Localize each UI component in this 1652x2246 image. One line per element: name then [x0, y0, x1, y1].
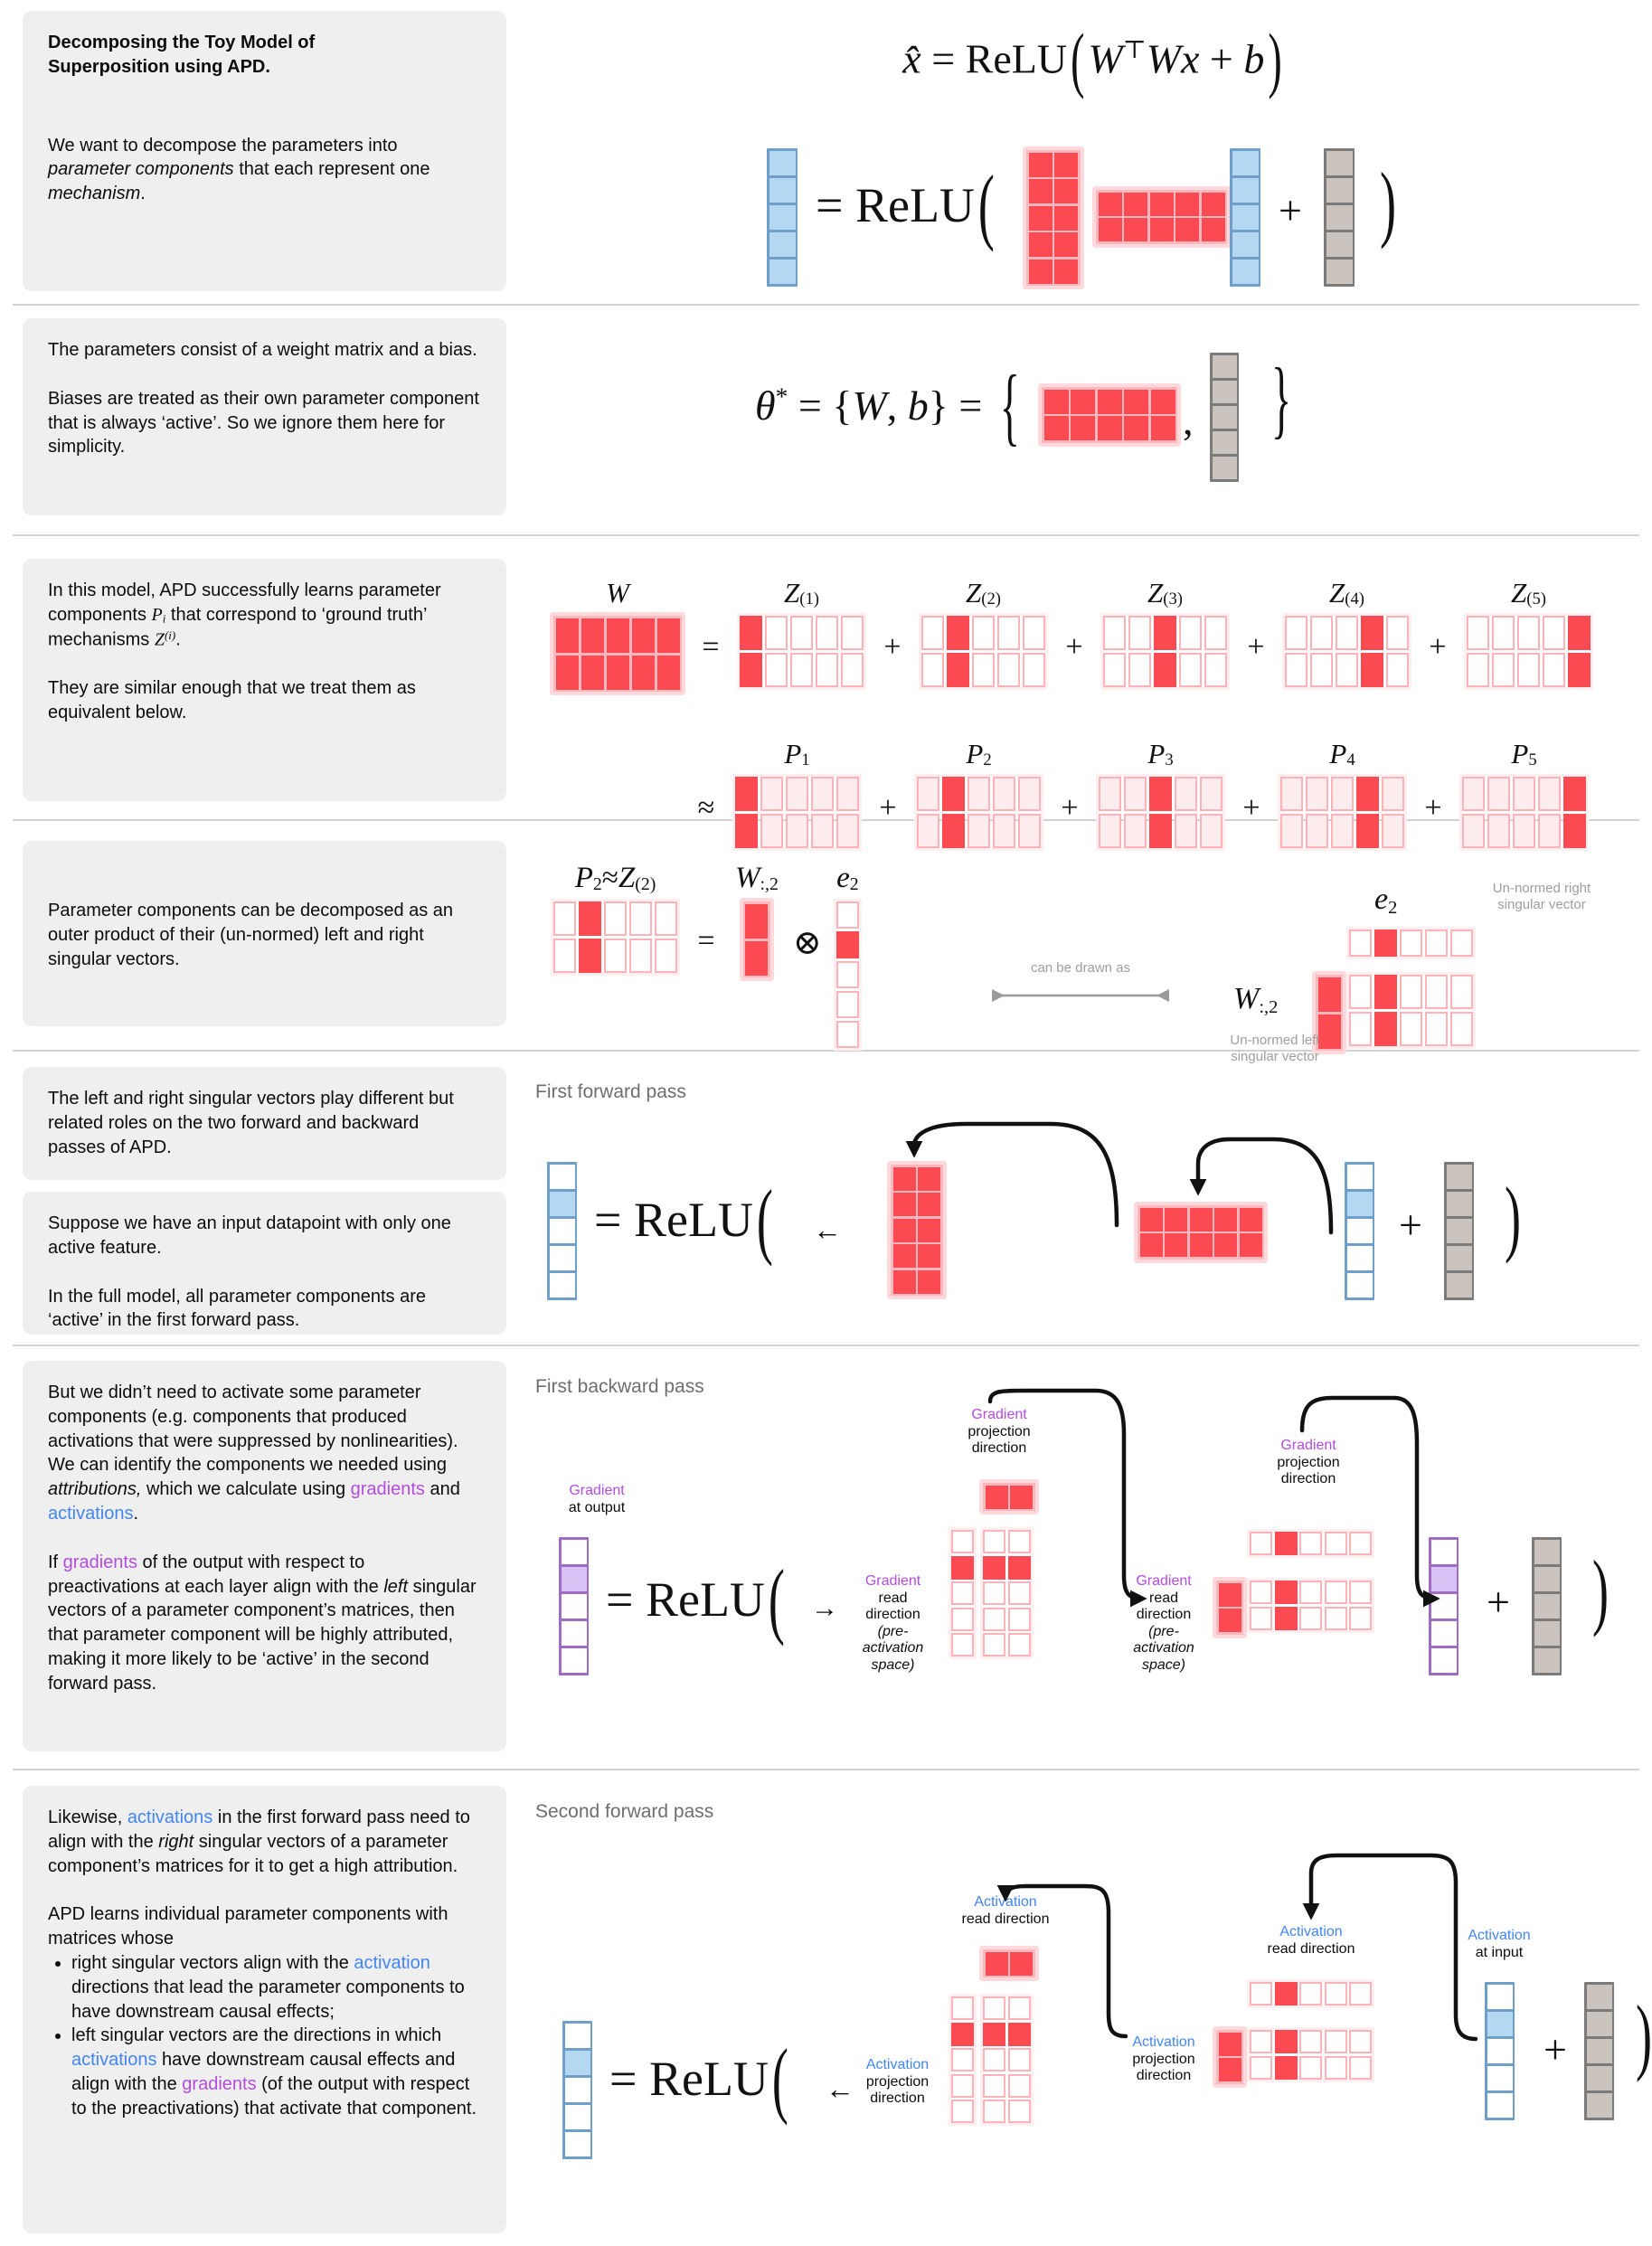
- e2-label: e 2: [836, 862, 859, 894]
- learns-paragraph-2: They are similar enough that we treat them as equivalent below.: [48, 677, 416, 722]
- likewise-paragraph: Likewise, activations in the first forward pass need to align with the right singular vectors of a parameter component’s matrices for it to get a high attribution.: [48, 1807, 470, 1876]
- gradient-projection-direction-label-1: Gradient projection direction: [968, 1407, 1031, 1457]
- plus-sign: +: [1429, 630, 1447, 664]
- z3-matrix: [1103, 616, 1227, 687]
- flow-right-arrow: →: [811, 1593, 838, 1623]
- equals-sign: =: [702, 630, 720, 664]
- w-col2-label: W :,2: [735, 862, 779, 894]
- forward-flow-arrows: [850, 1081, 1429, 1275]
- p1-matrix: [735, 777, 859, 848]
- intro-paragraph: We want to decompose the parameters into parameter components that each represent one mechanism.: [48, 135, 430, 204]
- p1-label: P 1: [784, 738, 810, 769]
- relu-open: = ReLU(: [609, 2031, 788, 2127]
- e2-label-right: e2: [1374, 882, 1398, 919]
- backward-flow-arrows: [958, 1383, 1483, 1614]
- bullet-right-singular: • right singular vectors align with the activation directions that lead the parameter components to have downstream causal effects;: [71, 1951, 481, 2024]
- plus-sign: +: [1061, 791, 1079, 825]
- params-paragraph-2: Biases are treated as their own parameter component that is always ‘active’. So we ignore them here for simplicity.: [48, 388, 479, 458]
- p2-matrix: [917, 777, 1041, 848]
- z1-group: [740, 562, 864, 687]
- divider: [13, 1345, 1639, 1346]
- p5-matrix: [1462, 777, 1586, 848]
- roles-paragraph: The left and right singular vectors play different but related roles on the two forward and backward passes of APD.: [48, 1089, 454, 1157]
- z4-group: [1285, 562, 1409, 687]
- relu-open: = ReLU(: [816, 157, 995, 253]
- unnormed-left-label: Un-normed left singular vector: [1230, 1033, 1320, 1064]
- p2-approx-z2-label: P 2 ≈ Z (2): [574, 862, 656, 894]
- roles-text-panel: [23, 1067, 506, 1180]
- plus-sign: +: [1487, 1579, 1510, 1625]
- p3-label: P 3: [1147, 738, 1174, 769]
- p2-label: P 2: [966, 738, 992, 769]
- p-decomposition-row: [553, 723, 1586, 848]
- relu-close: ): [1636, 1987, 1652, 2083]
- z5-label: Z (5): [1511, 577, 1546, 609]
- p4-matrix: [1280, 777, 1404, 848]
- activation-projection-direction-label-1: Activation projection direction: [865, 2057, 930, 2107]
- p4-label: P 4: [1329, 738, 1355, 769]
- learns-text-panel: [23, 559, 506, 801]
- unnormed-right-label: Un-normed right singular vector: [1492, 881, 1591, 912]
- e2-row-vector: [1349, 930, 1473, 957]
- second-pass-text-panel: [23, 1786, 506, 2233]
- relu-open: = ReLU(: [606, 1552, 785, 1647]
- bias-vector: [1444, 1162, 1474, 1300]
- approx-sign: ≈: [697, 791, 715, 825]
- theta-formula: θ* = {W, b} = {: [755, 356, 1020, 455]
- activation-at-input-label: Activation at input: [1468, 1928, 1531, 1960]
- params-text-panel: [23, 318, 506, 515]
- xhat-vector: [767, 148, 798, 287]
- plus-sign: +: [1242, 791, 1260, 825]
- apd-learns-lead: APD learns individual parameter components with matrices whose: [48, 1904, 448, 1949]
- first-forward-pass-caption: First forward pass: [535, 1081, 686, 1102]
- z4-label: Z (4): [1329, 577, 1364, 609]
- datapoint-paragraph-1: Suppose we have an input datapoint with only one active feature.: [48, 1213, 451, 1258]
- outer-product-matrix: [1349, 975, 1473, 1046]
- learns-paragraph-1: In this model, APD successfully learns parameter components Pi that correspond to ‘ground truth’ mechanisms $Z^{(i)}$.: [48, 580, 441, 650]
- bias-vector: [1532, 1537, 1562, 1675]
- outer-product-text-panel: [23, 841, 506, 1026]
- divider: [13, 1050, 1639, 1052]
- datapoint-text-panel: [23, 1192, 506, 1335]
- p4-group: [1280, 723, 1404, 848]
- z1-matrix: [740, 616, 864, 687]
- plus-sign: +: [883, 630, 902, 664]
- outer-product-equation: [553, 850, 859, 1048]
- attributions-text-panel: [23, 1361, 506, 1751]
- comma: ,: [1183, 397, 1194, 443]
- flow-left-arrow: ←: [813, 1213, 842, 1246]
- p1-group: [735, 723, 859, 848]
- bias-vector: [1324, 148, 1355, 287]
- p5-group: [1462, 723, 1586, 848]
- output-vector: [562, 2021, 592, 2159]
- bias-vector-theta: [1210, 353, 1239, 482]
- datapoint-paragraph-2: In the full model, all parameter components are ‘active’ in the first forward pass.: [48, 1286, 426, 1331]
- p2z2-group: [553, 850, 677, 973]
- flow-left-arrow: ←: [826, 2072, 854, 2105]
- z5-matrix: [1467, 616, 1591, 687]
- x-vector: [1230, 148, 1260, 287]
- bullet-left-singular: • left singular vectors are the directions in which activations have downstream causal effects and align with the gradients (of the output with respect to the preactivations) that activate that component.: [71, 2024, 481, 2120]
- e2-group: [836, 850, 859, 1048]
- second-forward-flow-arrows: [931, 1826, 1492, 2053]
- outer-product-paragraph: Parameter components can be decomposed as an outer product of their (un-normed) left and right singular vectors.: [48, 901, 454, 969]
- plus-sign: +: [1424, 791, 1442, 825]
- divider: [13, 304, 1639, 306]
- e2-vector: [836, 901, 859, 1048]
- wcol-group: [735, 850, 779, 977]
- intro-text-panel: [23, 11, 506, 291]
- plus-sign: +: [1247, 630, 1265, 664]
- plus-sign: +: [1065, 630, 1083, 664]
- z5-group: [1467, 562, 1591, 687]
- w-matrix-small: [553, 616, 682, 692]
- p2-group: [917, 723, 1041, 848]
- gradient-projection-direction-label-2: Gradient projection direction: [1277, 1438, 1340, 1487]
- section-title: Decomposing the Toy Model of Superposition using APD.: [48, 33, 316, 77]
- apd-learns-bullets: [48, 1951, 481, 2121]
- plus-sign: +: [879, 791, 897, 825]
- closing-brace: }: [1271, 349, 1292, 448]
- gradient-read-direction-label-1: Gradient read direction (pre- activation space): [862, 1573, 924, 1673]
- relu-open: = ReLU(: [594, 1172, 773, 1268]
- relu-close: ): [1505, 1169, 1521, 1265]
- activation-projection-direction-label-2: Activation projection direction: [1132, 2034, 1195, 2084]
- z2-label: Z (2): [966, 577, 1001, 609]
- gradient-read-direction-label-2: Gradient read direction (pre- activation space): [1133, 1573, 1194, 1673]
- second-forward-pass-caption: Second forward pass: [535, 1801, 714, 1822]
- wt-matrix: [1026, 150, 1081, 286]
- p3-matrix: [1099, 777, 1222, 848]
- model-equation: x̂ = ReLU(W⊤Wx + b): [902, 18, 1282, 99]
- plus-sign: +: [1543, 2026, 1567, 2072]
- w-col2-label-right: W:,2: [1233, 982, 1279, 1018]
- attributions-paragraph-1: But we didn’t need to activate some parameter components (e.g. components that produced activations that were suppressed by nonlinearities). We can identify the components we needed using attributions, which we calculate using gradients and activations.: [48, 1383, 460, 1524]
- relu-close: ): [1380, 155, 1396, 250]
- z2-matrix: [921, 616, 1045, 687]
- divider: [13, 1769, 1639, 1770]
- divider: [13, 534, 1639, 536]
- z1-label: Z (1): [784, 577, 819, 609]
- can-be-drawn-label: can be drawn as: [1030, 960, 1131, 976]
- gradient-at-output-vector: [559, 1537, 589, 1675]
- activation-read-direction-label-1: Activation read direction: [961, 1894, 1050, 1927]
- z3-label: Z (3): [1147, 577, 1183, 609]
- gradient-at-output-label: Gradient at output: [568, 1483, 626, 1515]
- z4-matrix: [1285, 616, 1409, 687]
- plus-sign: +: [1279, 187, 1302, 233]
- equals-sign: =: [697, 924, 715, 958]
- z3-group: [1103, 562, 1227, 687]
- params-paragraph-1: The parameters consist of a weight matrix and a bias.: [48, 340, 477, 360]
- p3-group: [1099, 723, 1222, 848]
- bias-vector: [1584, 1982, 1614, 2120]
- z2-group: [921, 562, 1045, 687]
- w-matrix-theta: [1042, 387, 1177, 443]
- attributions-paragraph-2: If gradients of the output with respect to preactivations at each layer align with the left singular vectors of a parameter component’s matrices, then that parameter component will be highly attributed, making it more likely to be ‘active’ in the second forward pass.: [48, 1552, 477, 1694]
- w-label: W: [606, 577, 629, 609]
- relu-close: ): [1592, 1543, 1609, 1638]
- w-matrix: [1096, 190, 1227, 244]
- w-group: [553, 562, 682, 692]
- z2-matrix: [553, 901, 677, 973]
- plus-sign: +: [1399, 1202, 1422, 1248]
- activation-read-direction-label-2: Activation read direction: [1267, 1924, 1355, 1957]
- outer-product-sign: ⊗: [792, 924, 822, 962]
- first-backward-pass-caption: First backward pass: [535, 1376, 704, 1397]
- p5-label: P 5: [1511, 738, 1537, 769]
- double-arrow: [990, 986, 1171, 1005]
- output-vector: [547, 1162, 577, 1300]
- w-col2-vector: [743, 901, 770, 977]
- w-decomposition-row: [553, 562, 1591, 692]
